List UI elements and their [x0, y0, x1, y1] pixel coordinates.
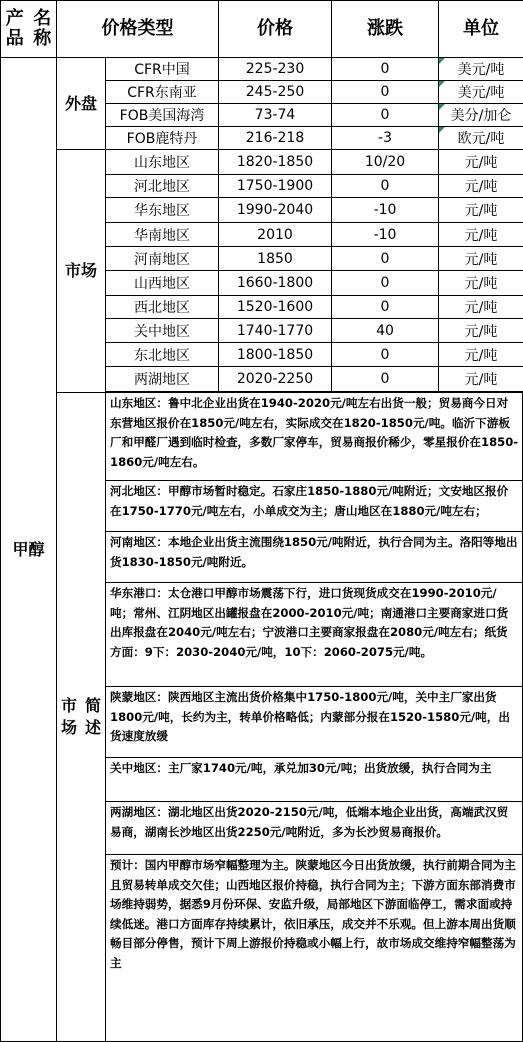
- market-type-cell: 河北地区: [105, 174, 219, 198]
- foreign-type-cell: CFR中国: [105, 57, 219, 81]
- text-line: 简述: [84, 696, 101, 737]
- market-unit-cell: 元/吨: [438, 222, 523, 247]
- market-change-cell: -10: [331, 222, 439, 247]
- text-line: 市场: [64, 261, 97, 280]
- market-type-cell: 两湖地区: [105, 366, 219, 392]
- cell-comment-marker-icon: [439, 81, 445, 87]
- market-unit-cell: 元/吨: [438, 342, 523, 367]
- summary-note: 河北地区：甲醇市场暂时稳定。石家庄1850-1880元/吨附近；文安地区报价在1750-1770元/吨左右，小单成交为主；唐山地区在1880元/吨左右；: [105, 480, 523, 532]
- market-type-cell: 山东地区: [105, 149, 219, 175]
- market-price-cell: 1800-1850: [218, 342, 332, 367]
- market-change-cell: 40: [331, 318, 439, 343]
- summary-note: 山东地区：鲁中北企业出货在1940-2020元/吨左右出货一般；贸易商今日对东营地区报价在1850元/吨左右，实际成交在1820-1850元/吨。临沂下游板厂和甲醛厂遇到临时检查，多数厂家停车，贸易商报价稀少，零星报价在1850-1860元/吨左右。: [105, 392, 523, 481]
- product-name-cell: 甲醇: [0, 57, 57, 1042]
- market-price-cell: 1990-2040: [218, 197, 332, 223]
- summary-note: 预计：国内甲醇市场窄幅整理为主。陕蒙地区今日出货放缓，执行前期合同为主且贸易转单成交欠佳；山西地区报价持稳，执行合同为主；下游方面东部消费市场维持弱势，据悉9月份环保、安监升级，局部地区下游面临停工，需求面或持续低迷。港口方面库存持续累计，依旧承压，成交并不乐观。但上游本周出货顺畅目部分停售，预计下周上游报价持稳或小幅上行，故市场成交维持窄幅整荡为主: [105, 854, 523, 1042]
- market-type-cell: 关中地区: [105, 318, 219, 343]
- foreign-type-cell: FOB美国海湾: [105, 103, 219, 127]
- summary-note: 华东港口：太仓港口甲醇市场震荡下行，进口货现货成交在1990-2010元/吨；常州、江阴地区出罐报盘在2000-2010元/吨；南通港口主要商家进口货出库报盘在2040元/吨左右；宁波港口主要商家报盘在2080元/吨左右；纸货方面：9下：2030-2040元/吨，10下：2060-2075元/吨。: [105, 582, 523, 687]
- foreign-unit-cell: 美元/吨: [438, 80, 523, 104]
- group-foreign: 外盘: [56, 57, 106, 150]
- foreign-price-cell: 245-250: [218, 80, 332, 104]
- header-change: 涨跌: [331, 0, 439, 58]
- market-price-cell: 2020-2250: [218, 366, 332, 392]
- text-line: 产品: [5, 8, 24, 49]
- summary-note: 河南地区：本地企业出货主流围绕1850元/吨附近，执行合同为主。洛阳等地出货1830-1850元/吨附近。: [105, 531, 523, 583]
- market-unit-cell: 元/吨: [438, 246, 523, 271]
- summary-note: 两湖地区：湖北地区出货2020-2150元/吨，低端本地企业出货，高端武汉贸易商，湖南长沙地区出货2250元/吨附近，多为长沙贸易商报价。: [105, 801, 523, 855]
- market-type-cell: 华东地区: [105, 197, 219, 223]
- market-change-cell: 0: [331, 295, 439, 319]
- market-price-cell: 1820-1850: [218, 149, 332, 175]
- foreign-price-cell: 73-74: [218, 103, 332, 127]
- header-price-type: 价格类型: [56, 0, 219, 58]
- summary-note: 陕蒙地区：陕西地区主流出货价格集中1750-1800元/吨，关中主厂家出货1800元/吨，长约为主，转单价格略低；内蒙部分报在1520-1580元/吨，出货速度放缓: [105, 686, 523, 758]
- foreign-change-cell: 0: [331, 57, 439, 81]
- foreign-price-cell: 225-230: [218, 57, 332, 81]
- market-type-cell: 东北地区: [105, 342, 219, 367]
- market-unit-cell: 元/吨: [438, 318, 523, 343]
- market-change-cell: 0: [331, 342, 439, 367]
- foreign-type-cell: CFR东南亚: [105, 80, 219, 104]
- cell-comment-marker-icon: [439, 58, 445, 64]
- foreign-change-cell: 0: [331, 80, 439, 104]
- market-price-cell: 1660-1800: [218, 270, 332, 296]
- market-unit-cell: 元/吨: [438, 197, 523, 223]
- market-type-cell: 西北地区: [105, 295, 219, 319]
- market-price-cell: 1850: [218, 246, 332, 271]
- group-market: [56, 149, 106, 393]
- foreign-unit-cell: 欧元/吨: [438, 126, 523, 150]
- text-line: 名称: [33, 8, 52, 49]
- foreign-unit-cell: 美元/吨: [438, 57, 523, 81]
- header-unit: 单位: [438, 0, 523, 58]
- foreign-change-cell: -3: [331, 126, 439, 150]
- market-change-cell: -10: [331, 197, 439, 223]
- market-change-cell: 0: [331, 366, 439, 392]
- market-unit-cell: 元/吨: [438, 174, 523, 198]
- foreign-unit-cell: 美分/加仑: [438, 103, 523, 127]
- foreign-price-cell: 216-218: [218, 126, 332, 150]
- market-price-cell: 2010: [218, 222, 332, 247]
- group-market-summary: [56, 392, 106, 1042]
- text-line: 市场: [60, 696, 77, 737]
- market-type-cell: 华南地区: [105, 222, 219, 247]
- market-unit-cell: 元/吨: [438, 295, 523, 319]
- market-change-cell: 0: [331, 246, 439, 271]
- header-product-name: [0, 0, 57, 58]
- market-change-cell: 0: [331, 270, 439, 296]
- market-type-cell: 山西地区: [105, 270, 219, 296]
- market-type-cell: 河南地区: [105, 246, 219, 271]
- foreign-type-cell: FOB鹿特丹: [105, 126, 219, 150]
- summary-note: 关中地区：主厂家1740元/吨，承兑加30元/吨；出货放缓，执行合同为主: [105, 757, 523, 802]
- market-price-cell: 1520-1600: [218, 295, 332, 319]
- market-change-cell: 10/20: [331, 149, 439, 175]
- cell-comment-marker-icon: [439, 104, 445, 110]
- cell-comment-marker-icon: [439, 127, 445, 133]
- market-unit-cell: 元/吨: [438, 366, 523, 392]
- header-price: 价格: [218, 0, 332, 58]
- market-price-cell: 1750-1900: [218, 174, 332, 198]
- market-price-cell: 1740-1770: [218, 318, 332, 343]
- market-unit-cell: 元/吨: [438, 270, 523, 296]
- market-change-cell: 0: [331, 174, 439, 198]
- market-unit-cell: 元/吨: [438, 149, 523, 175]
- foreign-change-cell: 0: [331, 103, 439, 127]
